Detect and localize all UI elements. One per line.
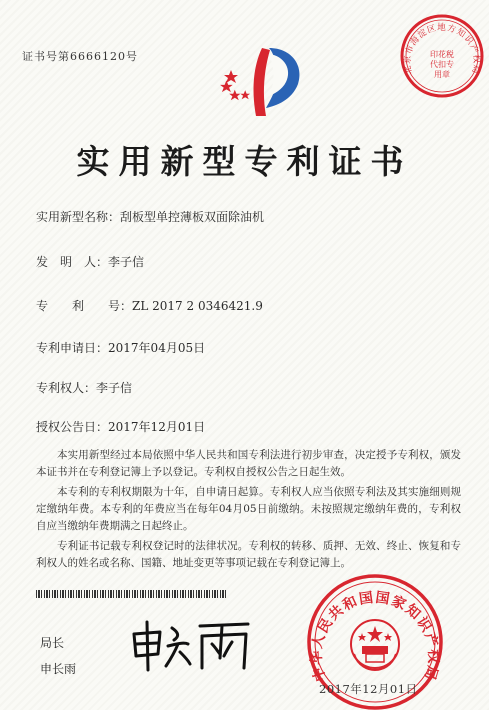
field-label: 实用新型名称： [36,210,121,224]
field-value: 2017年04月05日 [108,341,206,355]
field-utility-model-name [36,208,264,225]
national-emblem-icon [351,620,399,670]
field-patentee [36,379,132,396]
seal-top-arc-text: 北京市海淀区地方知识产权局 [402,23,482,76]
field-announcement-date [36,418,205,435]
field-filing-date [36,339,205,356]
paragraph-legal-status: 专利证书记载专利权登记时的法律状况。专利权的转移、质押、无效、终止、恢复和专利权人的姓名或名称、国籍、地址变更等事项记载在专利登记簿上。 [36,540,461,569]
field-value: 李子信 [108,255,145,269]
field-label: 授权公告日： [36,420,109,434]
barcode-strip [36,590,226,598]
certificate-number: 证书号第6666120号 [22,50,138,63]
seal-bottom-arc-text: 中华人民共和国国家知识产权局 [308,589,442,684]
signatory-name: 申长雨 [40,662,77,676]
paragraph-grant: 本实用新型经过本局依照中华人民共和国专利法进行初步审查，决定授予专利权，颁发本证书并在专利登记簿上予以登记。专利权自授权公告之日起生效。 [36,449,461,478]
field-label: 专利权人： [36,381,97,395]
field-label: 专 利 号： [36,299,133,313]
field-value: ZL 2017 2 0346421.9 [132,299,263,313]
field-value: 2017年12月01日 [108,420,206,434]
field-patent-number [36,297,263,314]
tax-stamp-seal [397,10,487,102]
handwritten-signature [128,614,258,674]
seal-top-inner-text: 印花税代扣专用章 [430,50,454,79]
field-inventor [36,253,144,270]
field-value: 李子信 [96,381,133,395]
certificate-title: 实用新型专利证书 [76,142,413,181]
field-label: 专利申请日： [36,341,109,355]
seal-date: 2017年12月01日 [319,682,418,696]
signatory-role: 局长 [40,636,65,650]
field-value: 刮板型单控薄板双面除油机 [120,210,265,224]
paragraph-term: 本专利的专利权期限为十年，自申请日起算。专利权人应当依照专利法及其实施细则规定缴纳年费。本专利的年费应当在每年04月05日前缴纳。未按照规定缴纳年费的，专利权自应当缴纳年费期满之日起终止。 [36,486,461,532]
field-label: 发 明 人： [36,255,109,269]
patent-office-logo [222,44,312,120]
